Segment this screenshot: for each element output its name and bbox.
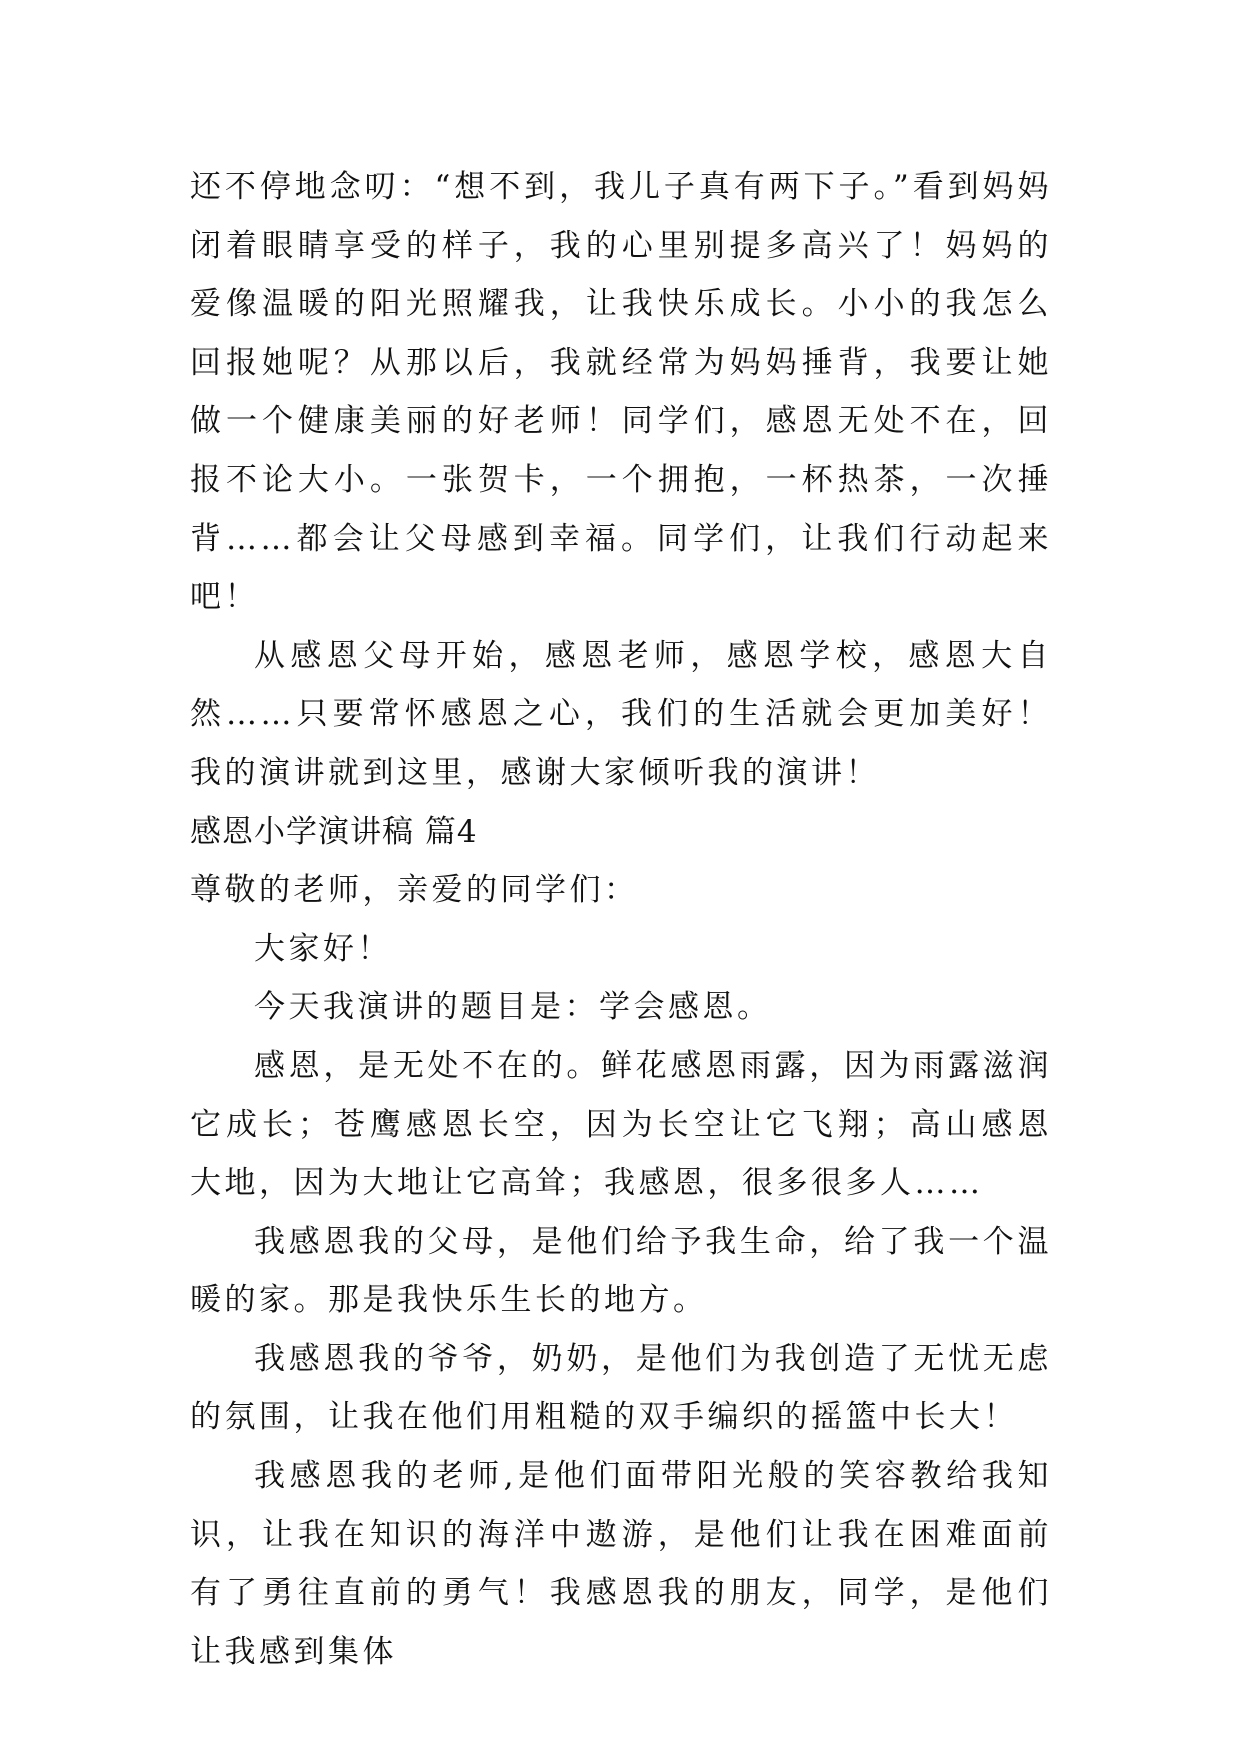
paragraph-gratitude-everywhere: 感恩，是无处不在的。鲜花感恩雨露，因为雨露滋润它成长；苍鹰感恩长空，因为长空让它飞翔；高山感恩大地，因为大地让它高耸；我感恩，很多很多人…… bbox=[190, 1047, 1052, 1202]
section-heading: 感恩小学演讲稿 篇4 bbox=[190, 813, 478, 850]
document-body bbox=[190, 158, 1052, 1681]
salutation: 尊敬的老师，亲爱的同学们： bbox=[190, 872, 639, 909]
speech-topic: 今天我演讲的题目是：学会感恩。 bbox=[254, 989, 772, 1026]
paragraph-closing-gratitude: 从感恩父母开始，感恩老师，感恩学校，感恩大自然……只要常怀感恩之心，我们的生活就会更加美好！我的演讲就到这里，感谢大家倾听我的演讲！ bbox=[190, 637, 1052, 791]
paragraph-teachers-friends: 我感恩我的老师,是他们面带阳光般的笑容教给我知识，让我在知识的海洋中遨游，是他们让我在困难面前有了勇往直前的勇气！我感恩我的朋友，同学，是他们让我感到集体 bbox=[190, 1458, 1052, 1670]
paragraph-parents: 我感恩我的父母，是他们给予我生命，给了我一个温暖的家。那是我快乐生长的地方。 bbox=[190, 1223, 1052, 1319]
paragraph-grandparents: 我感恩我的爷爷，奶奶，是他们为我创造了无忧无虑的氛围，让我在他们用粗糙的双手编织的摇篮中长大！ bbox=[190, 1340, 1052, 1436]
greeting: 大家好！ bbox=[254, 930, 392, 967]
paragraph-mother-back-rub: 还不停地念叨：“想不到，我儿子真有两下子。”看到妈妈闭着眼睛享受的样子，我的心里别提多高兴了！妈妈的爱像温暖的阳光照耀我，让我快乐成长。小小的我怎么回报她呢？从那以后，我就经常为妈妈捶背，我要让她做一个健康美丽的好老师！同学们，感恩无处不在，回报不论大小。一张贺卡，一个拥抱，一杯热茶，一次捶背……都会让父母感到幸福。同学们，让我们行动起来吧！ bbox=[190, 169, 1052, 616]
